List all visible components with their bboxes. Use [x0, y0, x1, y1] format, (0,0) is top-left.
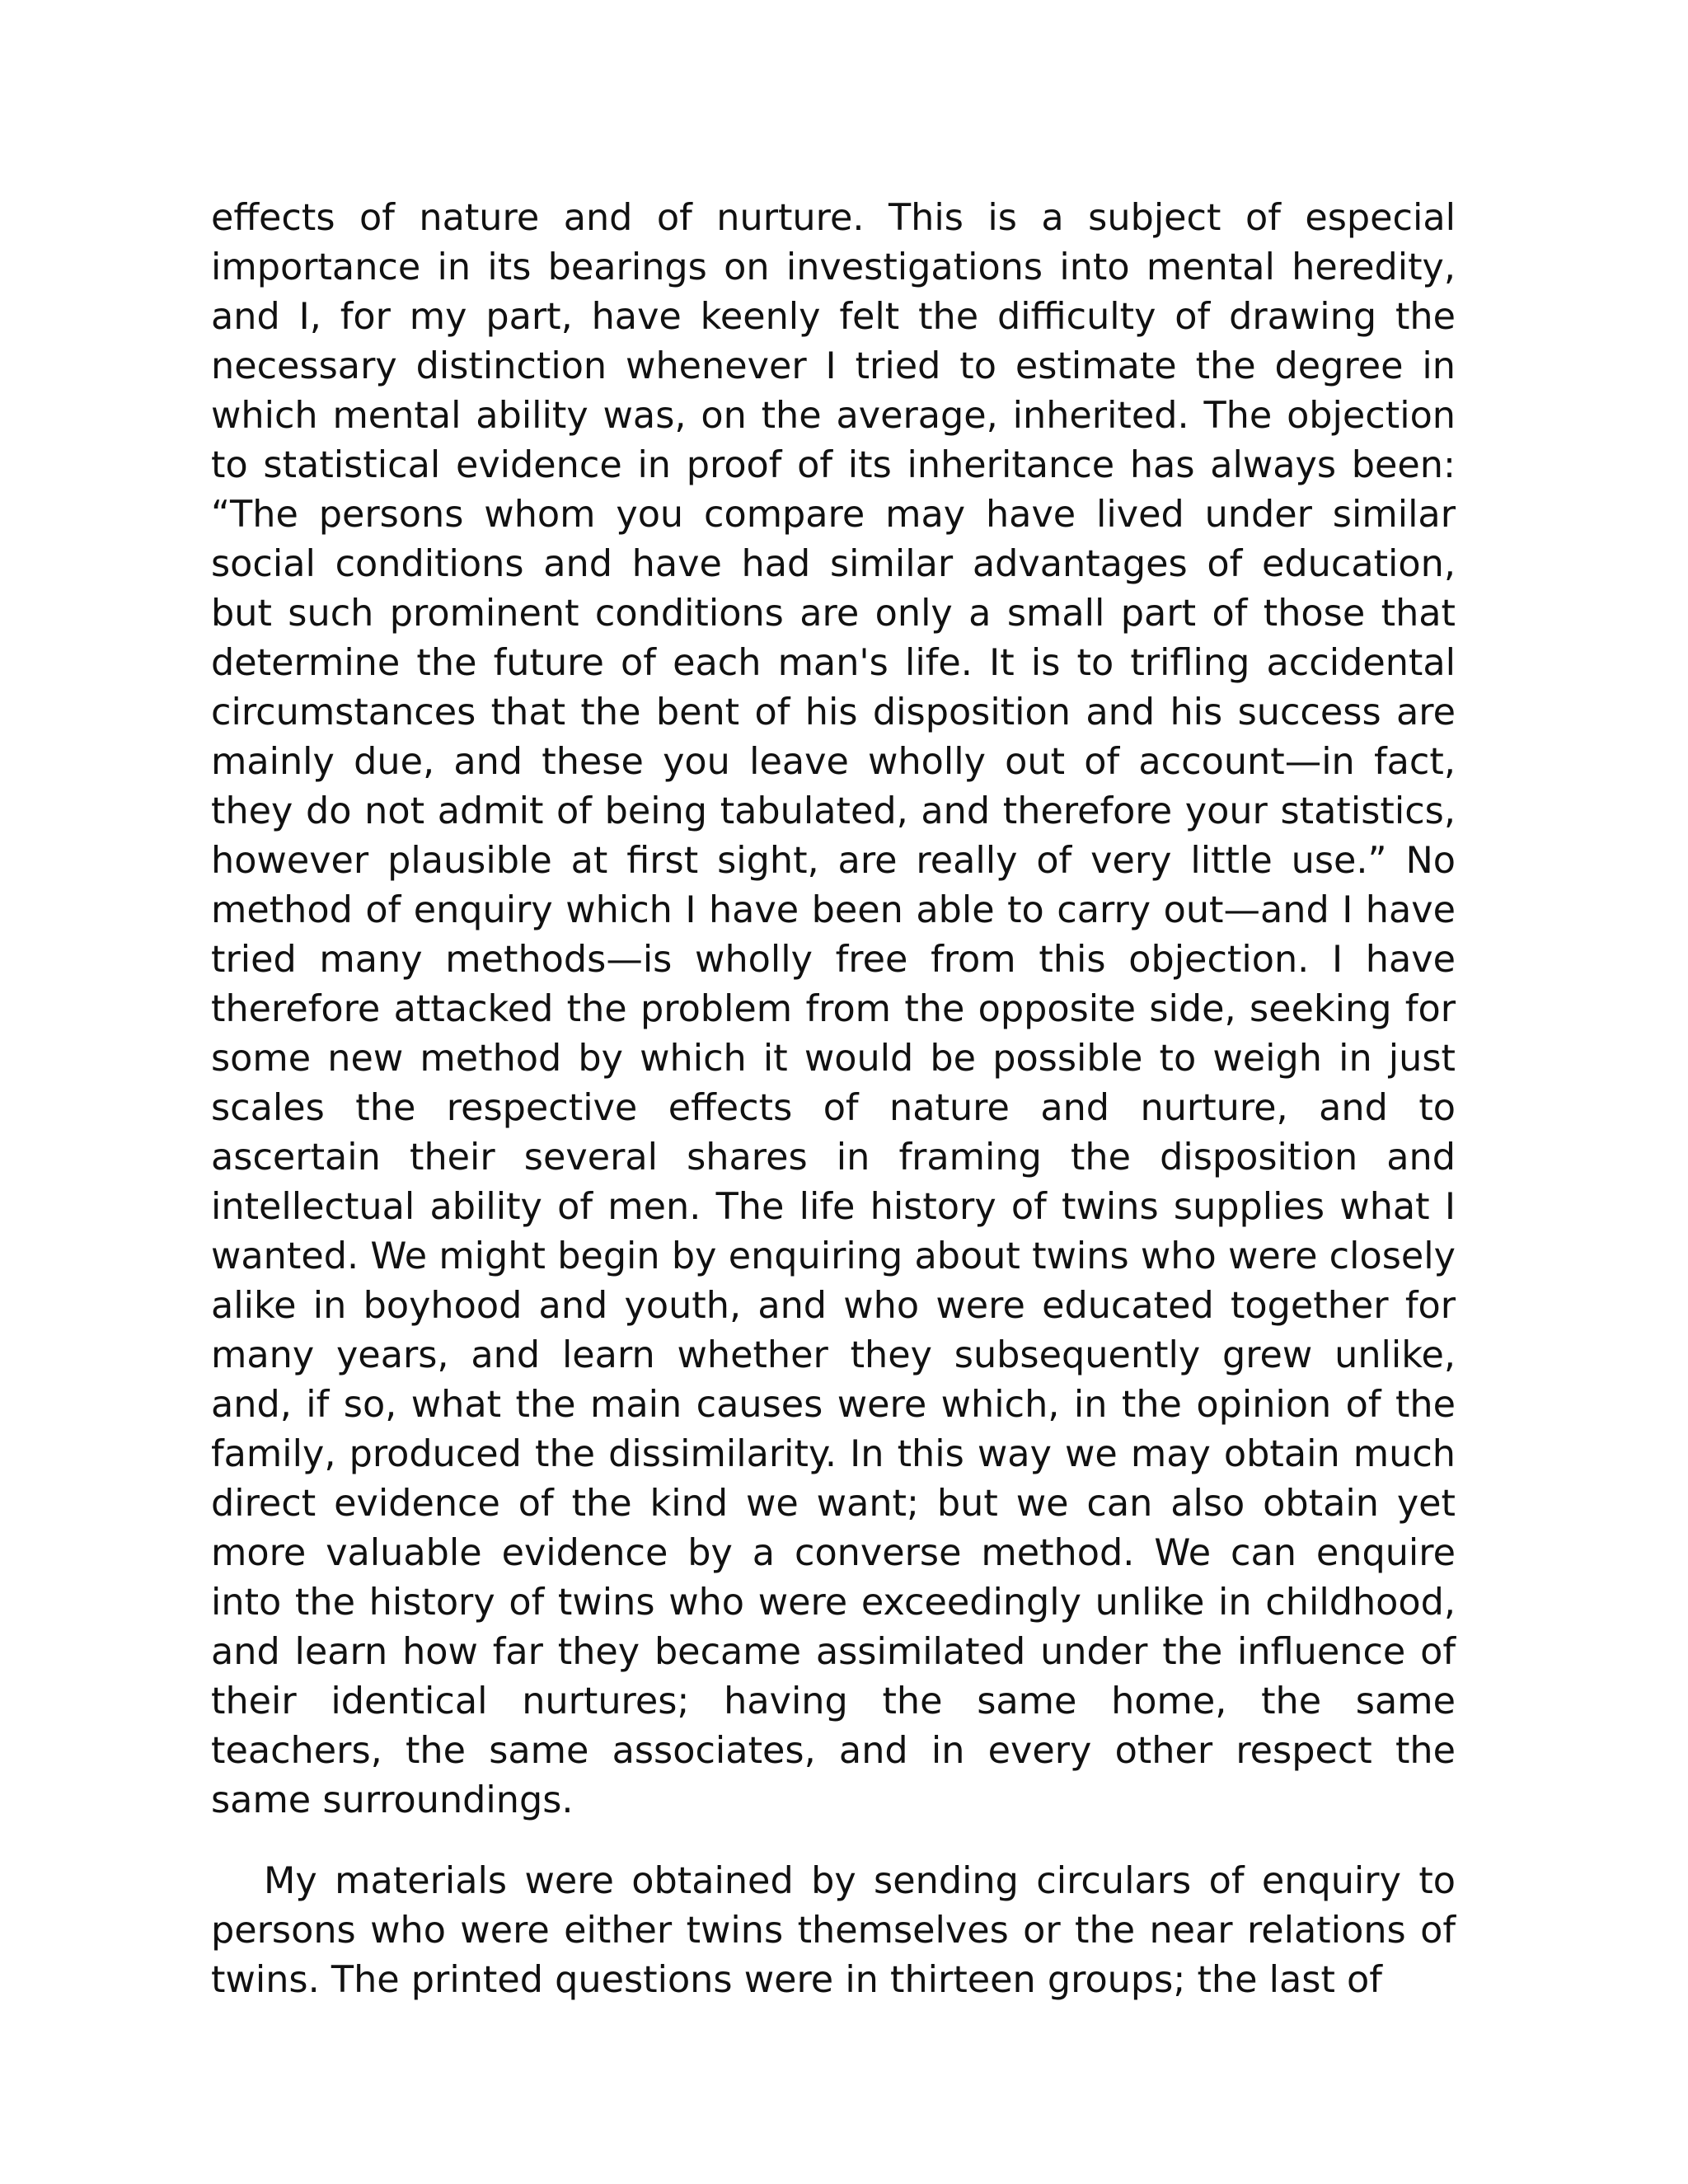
body-text	[211, 194, 1456, 2005]
paragraph-continued: effects of nature and of nurture. This is a subject of especial importance in its bearings on investigations into mental heredity, and I, for my part, have keenly felt the difficulty of drawing the necessary distinction whenever I tried to estimate the degree in which mental ability was, on the average, inherited. The objection to statistical evidence in proof of its inheritance has always been: “The persons whom you compare may have lived under similar social conditions and have had similar advantages of education, but such prominent conditions are only a small part of those that determine the future of each man's life. It is to trifling accidental circumstances that the bent of his disposition and his success are mainly due, and these you leave wholly out of account—in fact, they do not admit of being tabulated, and therefore your statistics, however plausible at first sight, are really of very little use.” No method of enquiry which I have been able to carry out—and I have tried many methods—is wholly free from this objection. I have therefore attacked the problem from the opposite side, seeking for some new method by which it would be possible to weigh in just scales the respective effects of nature and nurture, and to ascertain their several shares in framing the disposition and intellectual ability of men. The life history of twins supplies what I wanted. We might begin by enquiring about twins who were closely alike in boyhood and youth, and who were educated together for many years, and learn whether they subsequently grew unlike, and, if so, what the main causes were which, in the opinion of the family, produced the dissimilarity. In this way we may obtain much direct evidence of the kind we want; but we can also obtain yet more valuable evidence by a converse method. We can enquire into the history of twins who were exceedingly unlike in childhood, and learn how far they became assimilated under the influence of their identical nurtures; having the same home, the same teachers, the same associates, and in every other respect the same surroundings.	[211, 197, 1456, 1821]
paragraph-materials: My materials were obtained by sending circulars of enquiry to persons who were either twins themselves or the near relations of twins. The printed questions were in thirteen groups; the last of	[211, 1860, 1456, 2001]
